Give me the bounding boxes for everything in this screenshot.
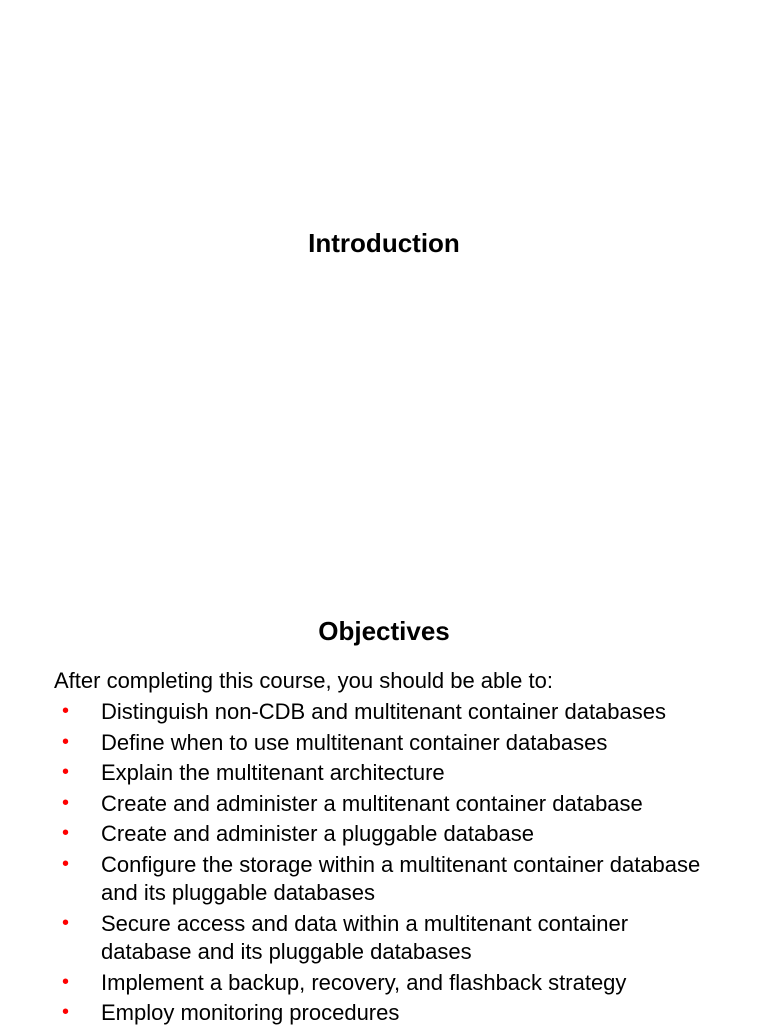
- bullet-icon: •: [62, 700, 70, 722]
- list-item: [0, 729, 768, 758]
- list-item-text: Implement a backup, recovery, and flashback strategy: [101, 969, 627, 995]
- list-item: [0, 969, 768, 998]
- bullet-icon: •: [62, 761, 70, 783]
- list-item-text: Create and administer a multitenant container database: [101, 790, 643, 816]
- list-item: [0, 698, 768, 727]
- list-item: [0, 759, 768, 788]
- list-item: [0, 851, 768, 908]
- list-item-text: Distinguish non-CDB and multitenant container databases: [101, 699, 666, 724]
- introduction-title: Introduction: [308, 228, 460, 258]
- bullet-icon: •: [62, 822, 70, 844]
- list-item: [0, 999, 768, 1028]
- list-item-text: Configure the storage within a multitenant container database and its pluggable databases: [101, 851, 701, 905]
- list-item-text: Employ monitoring procedures: [101, 1000, 400, 1025]
- list-item-text: Create and administer a pluggable database: [101, 821, 534, 846]
- list-item: [0, 910, 768, 967]
- list-item-text: Define when to use multitenant container databases: [101, 729, 608, 755]
- list-item-text: Secure access and data within a multitenant container database and its pluggable databases: [101, 910, 629, 964]
- list-item-text: Explain the multitenant architecture: [101, 760, 445, 785]
- objectives-list: [0, 698, 768, 1030]
- objectives-intro-text: After completing this course, you should be able to:: [54, 668, 553, 693]
- objectives-title: Objectives: [318, 616, 450, 646]
- bullet-icon: •: [62, 911, 70, 934]
- bullet-icon: •: [62, 1001, 70, 1023]
- list-item: [0, 790, 768, 819]
- list-item: [0, 820, 768, 849]
- bullet-icon: •: [62, 730, 70, 753]
- bullet-icon: •: [62, 791, 70, 814]
- bullet-icon: •: [62, 970, 70, 993]
- bullet-icon: •: [62, 852, 70, 875]
